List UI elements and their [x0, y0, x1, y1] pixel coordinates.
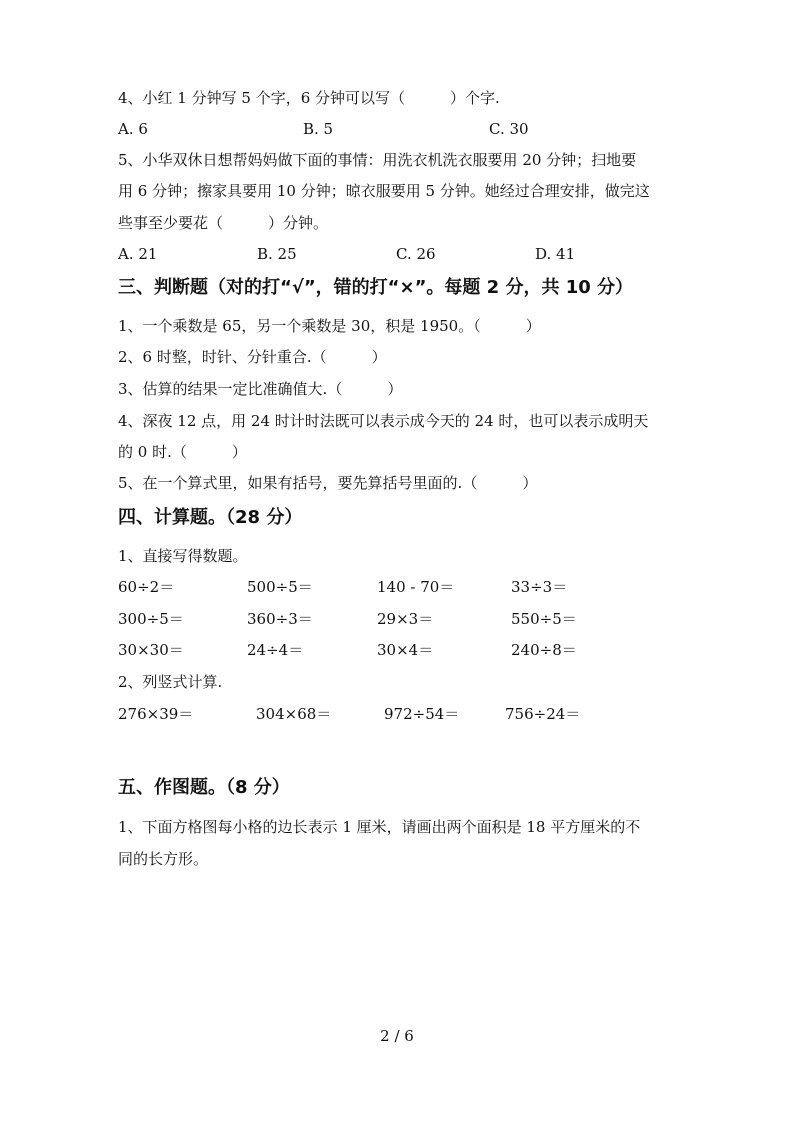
section-3-title: 三、判断题（对的打“√”，错的打“×”。每题 2 分，共 10 分）: [118, 277, 634, 298]
calc-r1-c2: 500÷5＝: [247, 578, 313, 596]
judge-item-1: 1、一个乘数是 65，另一个乘数是 30，积是 1950。（ ）: [118, 317, 541, 335]
question-5-line-1: 5、小华双休日想帮妈妈做下面的事情：用洗衣机洗衣服要用 20 分钟；扫地要: [118, 151, 637, 169]
question-5-option-a: A. 21: [118, 245, 158, 263]
calc-r1-c4: 33÷3＝: [511, 578, 568, 596]
question-4-option-b: B. 5: [303, 120, 334, 138]
question-5-option-d: D. 41: [535, 245, 576, 263]
question-4-option-a: A. 6: [118, 120, 148, 138]
section-4-sub-1: 1、直接写得数题。: [118, 547, 248, 565]
calc-r3-c1: 30×30＝: [118, 641, 184, 659]
calc-r3-c3: 30×4＝: [377, 641, 434, 659]
question-5-line-2: 用 6 分钟；擦家具要用 10 分钟；晾衣服要用 5 分钟。她经过合理安排，做完这: [118, 182, 650, 200]
vertical-calc-2: 304×68＝: [256, 705, 332, 723]
section-4-sub-2: 2、列竖式计算.: [118, 673, 223, 691]
calc-r1-c1: 60÷2＝: [118, 578, 175, 596]
question-5-line-3: 些事至少要花（ ）分钟。: [118, 214, 329, 232]
calc-r2-c2: 360÷3＝: [247, 610, 313, 628]
calc-r2-c3: 29×3＝: [377, 610, 434, 628]
section-4-title: 四、计算题。（28 分）: [118, 507, 303, 528]
calc-r2-c1: 300÷5＝: [118, 610, 184, 628]
vertical-calc-3: 972÷54＝: [384, 705, 460, 723]
drawing-question-line-1: 1、下面方格图每小格的边长表示 1 厘米，请画出两个面积是 18 平方厘米的不: [118, 818, 641, 836]
vertical-calc-4: 756÷24＝: [505, 705, 581, 723]
question-4-text: 4、小红 1 分钟写 5 个字，6 分钟可以写（ ）个字.: [118, 89, 500, 107]
calc-r2-c4: 550÷5＝: [511, 610, 577, 628]
question-4-option-c: C. 30: [489, 120, 529, 138]
question-5-option-b: B. 25: [257, 245, 297, 263]
calc-r3-c4: 240÷8＝: [511, 641, 577, 659]
vertical-calc-1: 276×39＝: [118, 705, 194, 723]
calc-r3-c2: 24÷4＝: [247, 641, 304, 659]
drawing-question-line-2: 同的长方形。: [118, 850, 209, 868]
judge-item-2: 2、6 时整，时针、分针重合.（ ）: [118, 348, 387, 366]
judge-item-4-line-1: 4、深夜 12 点，用 24 时计时法既可以表示成今天的 24 时，也可以表示成明天: [118, 412, 649, 430]
judge-item-4-line-2: 的 0 时.（ ）: [118, 443, 247, 461]
page-number: 2 / 6: [380, 1027, 414, 1045]
calc-r1-c3: 140 - 70＝: [377, 578, 455, 596]
question-5-option-c: C. 26: [396, 245, 436, 263]
section-5-title: 五、作图题。（8 分）: [118, 777, 290, 798]
judge-item-3: 3、估算的结果一定比准确值大.（ ）: [118, 380, 403, 398]
judge-item-5: 5、在一个算式里，如果有括号，要先算括号里面的.（ ）: [118, 474, 538, 492]
